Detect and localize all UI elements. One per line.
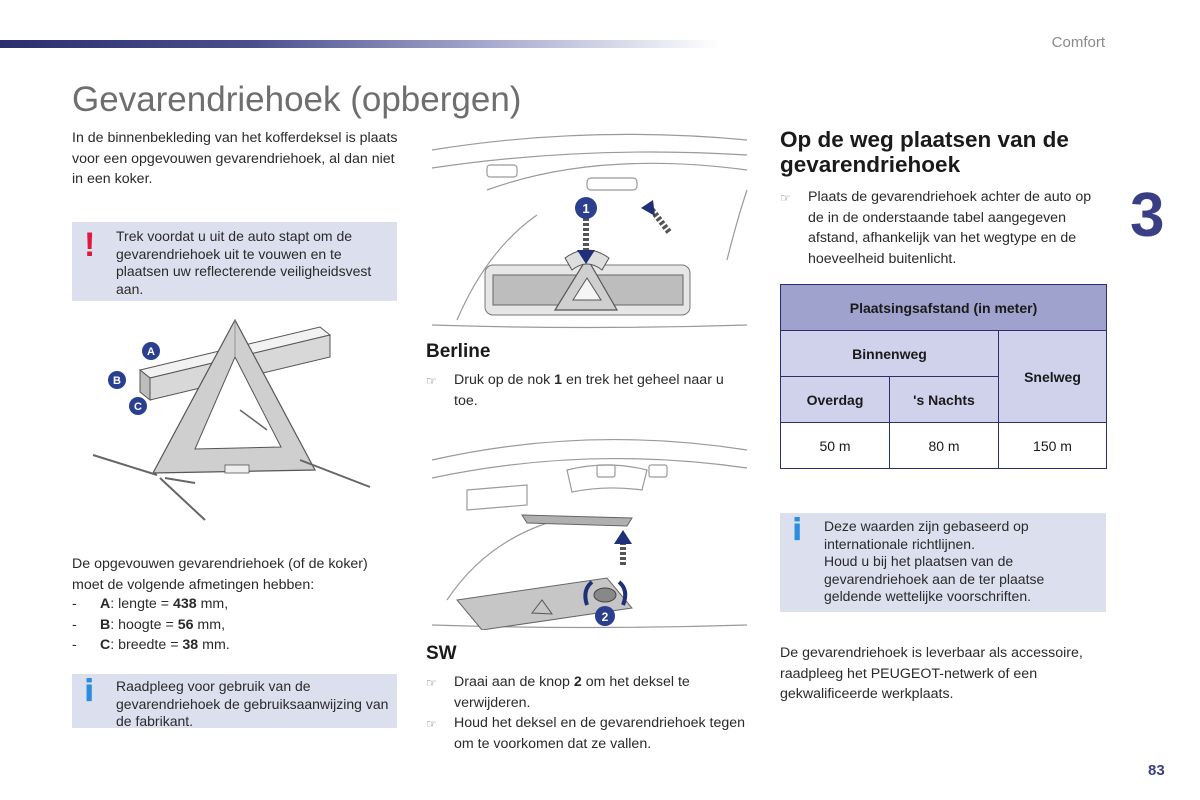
table-header-highway: Snelweg [999, 331, 1107, 423]
warning-note [72, 222, 397, 301]
svg-text:A: A [147, 346, 155, 358]
sw-heading: SW [426, 643, 457, 664]
svg-text:B: B [113, 375, 121, 387]
dimensions-intro: De opgevouwen gevarendriehoek (of de koker) moet de volgende afmetingen hebben: [72, 556, 368, 593]
table-cell: 50 m [781, 423, 890, 469]
sw-ceiling-slot [522, 515, 632, 526]
intro-paragraph: In de binnenbekleding van het kofferdeksel is plaats voor een opgevouwen gevarendriehoek, al dan niet in een koker. [72, 130, 398, 187]
section-label: Comfort [1051, 34, 1105, 51]
triangle-illustration [85, 315, 390, 525]
sw-up-arrow [614, 530, 632, 565]
berline-step: ☞ Druk op de nok 1 en trek het geheel naar u toe. [426, 370, 746, 411]
hand-pointer-icon: ☞ [426, 676, 437, 690]
sw-step: ☞ Draai aan de knop 2 om het deksel te verwijderen. [426, 672, 746, 713]
accessory-paragraph: De gevarendriehoek is leverbaar als accessoire, raadpleeg het PEUGEOT-netwerk of een gekwalificeerde werkplaats. [780, 645, 1083, 702]
info-text: Raadpleeg voor gebruik van de gevarendriehoek de gebruiksaanwijzing van de fabrikant. [116, 678, 389, 729]
hand-pointer-icon: ☞ [426, 717, 437, 731]
page-number: 83 [1148, 762, 1165, 779]
sw-illustration [427, 430, 752, 630]
table-title: Plaatsingsafstand (in meter) [781, 285, 1107, 331]
label-c [129, 397, 147, 415]
table-header-day: Overdag [781, 377, 890, 423]
svg-text:2: 2 [601, 610, 609, 624]
berline-heading: Berline [426, 341, 491, 362]
label-a [142, 342, 160, 360]
header-accent-bar [0, 40, 720, 48]
berline-up-arrow [641, 200, 669, 232]
hand-pointer-icon: ☞ [780, 191, 791, 205]
table-header-city: Binnenweg [781, 331, 999, 377]
info-note-guidelines [780, 513, 1106, 612]
sw-step: ☞ Houd het deksel en de gevarendriehoek tegen om te voorkomen dat ze vallen. [426, 713, 746, 754]
dimensions-list [72, 594, 402, 656]
table-row [781, 423, 1107, 469]
svg-text:1: 1 [582, 201, 590, 216]
table-header-night: 's Nachts [890, 377, 999, 423]
chapter-number: 3 [1130, 181, 1165, 250]
table-cell: 80 m [890, 423, 999, 469]
hand-pointer-icon: ☞ [426, 374, 437, 388]
dimension-item: - A: lengte = 438 mm, [72, 596, 229, 612]
distance-table [780, 284, 1107, 469]
label-1 [575, 197, 597, 219]
dimension-item: - C: breedte = 38 mm. [72, 637, 230, 653]
info-icon: i [84, 674, 95, 709]
warning-text: Trek voordat u uit de auto stapt om de gevarendriehoek uit te vouwen en te plaatsen uw reflecterende veiligheidsvest aan. [116, 228, 372, 297]
page-title: Gevarendriehoek (opbergen) [72, 80, 522, 119]
berline-illustration [427, 130, 752, 330]
label-2 [595, 606, 615, 626]
info-text: Deze waarden zijn gebaseerd op internationale richtlijnen. Houd u bij het plaatsen van de gevarendriehoek aan de ter plaatse geldende wettelijke voorschriften. [824, 518, 1045, 604]
svg-text:C: C [134, 401, 142, 413]
dimension-item: - B: hoogte = 56 mm, [72, 616, 226, 633]
info-note-manufacturer [72, 674, 397, 728]
table-cell: 150 m [999, 423, 1107, 469]
label-b [108, 371, 126, 389]
placement-step: ☞ Plaats de gevarendriehoek achter de auto op de in de onderstaande tabel aangegeven afstand, afhankelijk van het wegtype en de hoeveelheid buitenlicht. [780, 187, 1100, 269]
placement-heading: Op de weg plaatsen van de gevarendriehoek [780, 127, 1069, 177]
warning-icon: ! [84, 226, 96, 264]
info-icon: i [792, 513, 803, 548]
